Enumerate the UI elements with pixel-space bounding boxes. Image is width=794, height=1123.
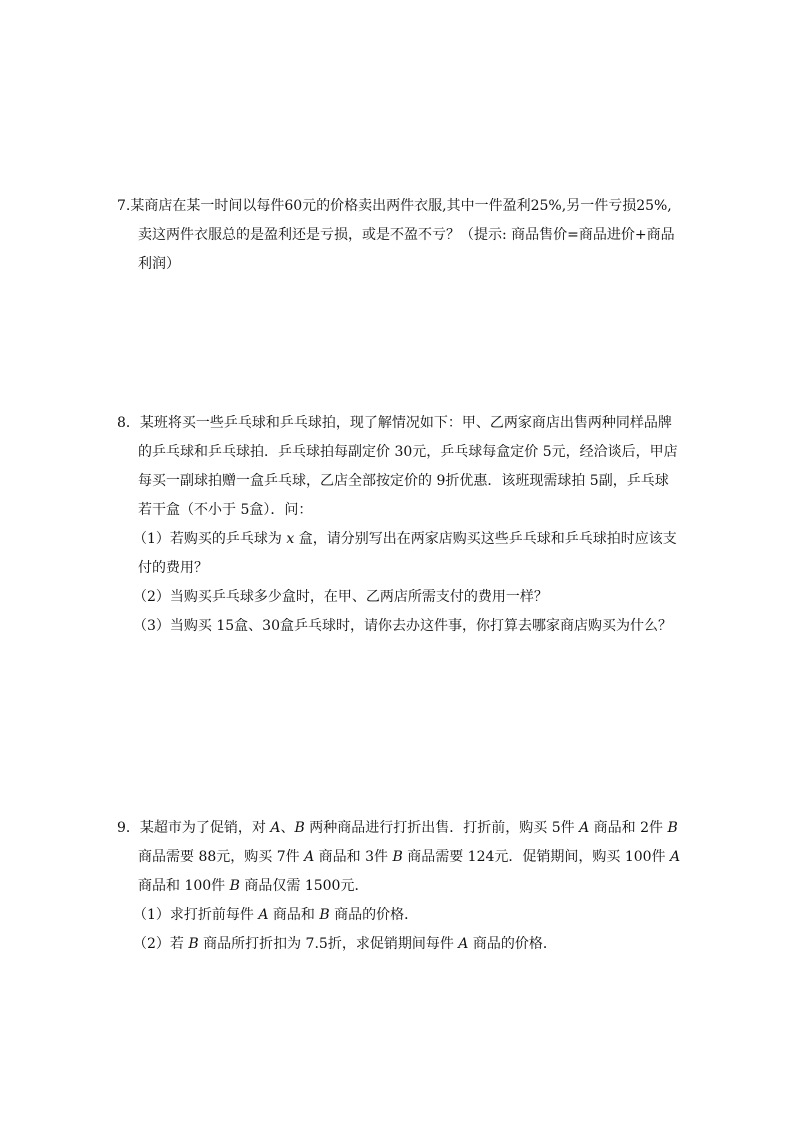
- problem-9-q1-b: 商品和: [268, 907, 320, 923]
- variable-B: B: [319, 907, 330, 923]
- variable-A: A: [579, 820, 590, 836]
- problem-9-q1-c: 商品的价格．: [329, 907, 419, 923]
- problem-9-l1-a: 某超市为了促销，对: [139, 820, 271, 836]
- problem-9-line-1: [117, 818, 678, 838]
- problem-9-l3-b: 商品仅需 1500元．: [239, 878, 369, 894]
- variable-A: A: [258, 907, 269, 923]
- problem-9-q2-c: 商品的价格．: [468, 936, 557, 952]
- problem-9-sub-1: [133, 905, 418, 925]
- problem-9-l2-c: 商品需要 124元．促销期间，购买 100件: [402, 849, 671, 865]
- problem-7-line-2: 卖这两件衣服总的是盈利还是亏损，或是不盈不亏？（提示: 商品售价=商品进价+商品: [138, 227, 675, 243]
- problem-8-line-1: [117, 413, 672, 433]
- problem-9-l3-a: 商品和 100件: [138, 878, 230, 894]
- problem-9-l2-a: 商品需要 88元，购买 7件: [138, 849, 305, 865]
- problem-8-sub-1-b: 盒，请分别写出在两家店购买这些乒乓球和乒乓球拍时应该支: [294, 531, 677, 547]
- problem-7-line-1: [117, 196, 672, 216]
- variable-A: A: [304, 849, 315, 865]
- problem-7-line-3: 利润）: [138, 256, 180, 272]
- variable-B: B: [392, 849, 403, 865]
- problem-9-sep: 、: [280, 820, 295, 836]
- problem-8-line-3: 每买一副球拍赠一盒乒乓球，乙店全部按定价的 9折优惠．该班现需球拍 5副，乒乓球: [138, 473, 669, 489]
- problem-9-sub-2: [133, 934, 557, 954]
- problem-8-sub-3: （3）当购买 15盒、30盒乒乓球时，请你去办这件事，你打算去哪家商店购买为什么？: [133, 618, 672, 634]
- problem-9-q2-a: （2）若: [133, 936, 189, 952]
- variable-A: A: [670, 849, 681, 865]
- problem-9-line-2: [138, 847, 680, 867]
- variable-B: B: [188, 936, 199, 952]
- problem-7-number: 7.: [117, 198, 131, 214]
- problem-8-sub-1: [133, 529, 677, 549]
- variable-B: B: [294, 820, 305, 836]
- variable-B: B: [667, 820, 678, 836]
- problem-8-text-1: 某班将买一些乒乓球和乒乓球拍，现了解情况如下：甲、乙两家商店出售两种同样品牌: [139, 415, 672, 431]
- variable-A: A: [270, 820, 281, 836]
- problem-9-line-3: [138, 876, 368, 896]
- problem-9-l2-b: 商品和 3件: [314, 849, 393, 865]
- problem-9-l1-c: 商品和 2件: [589, 820, 668, 836]
- problem-9-l1-b: 两种商品进行打折出售．打折前，购买 5件: [304, 820, 580, 836]
- problem-8-line-4: 若干盒（不小于 5盒）．问：: [138, 502, 313, 518]
- problem-8-sub-2: （2）当购买乒乓球多少盒时，在甲、乙两店所需支付的费用一样？: [133, 589, 548, 605]
- variable-x: x: [286, 531, 295, 547]
- problem-8-number: 8．: [117, 415, 140, 431]
- problem-7-text-1: 某商店在某一时间以每件60元的价格卖出两件衣服,其中一件盈利25%,另一件亏损25%,: [130, 198, 672, 214]
- variable-B: B: [229, 878, 240, 894]
- problem-9-number: 9．: [117, 820, 140, 836]
- problem-8-sub-1-line-2: 付的费用？: [138, 560, 208, 576]
- problem-8-line-2: 的乒乓球和乒乓球拍．乒乓球拍每副定价 30元，乒乓球每盒定价 5元，经洽谈后，甲店: [138, 444, 678, 460]
- problem-8-sub-1-a: （1）若购买的乒乓球为: [133, 531, 287, 547]
- problem-9-q2-b: 商品所打折扣为 7.5折，求促销期间每件: [198, 936, 459, 952]
- variable-A: A: [458, 936, 469, 952]
- problem-9-q1-a: （1）求打折前每件: [133, 907, 259, 923]
